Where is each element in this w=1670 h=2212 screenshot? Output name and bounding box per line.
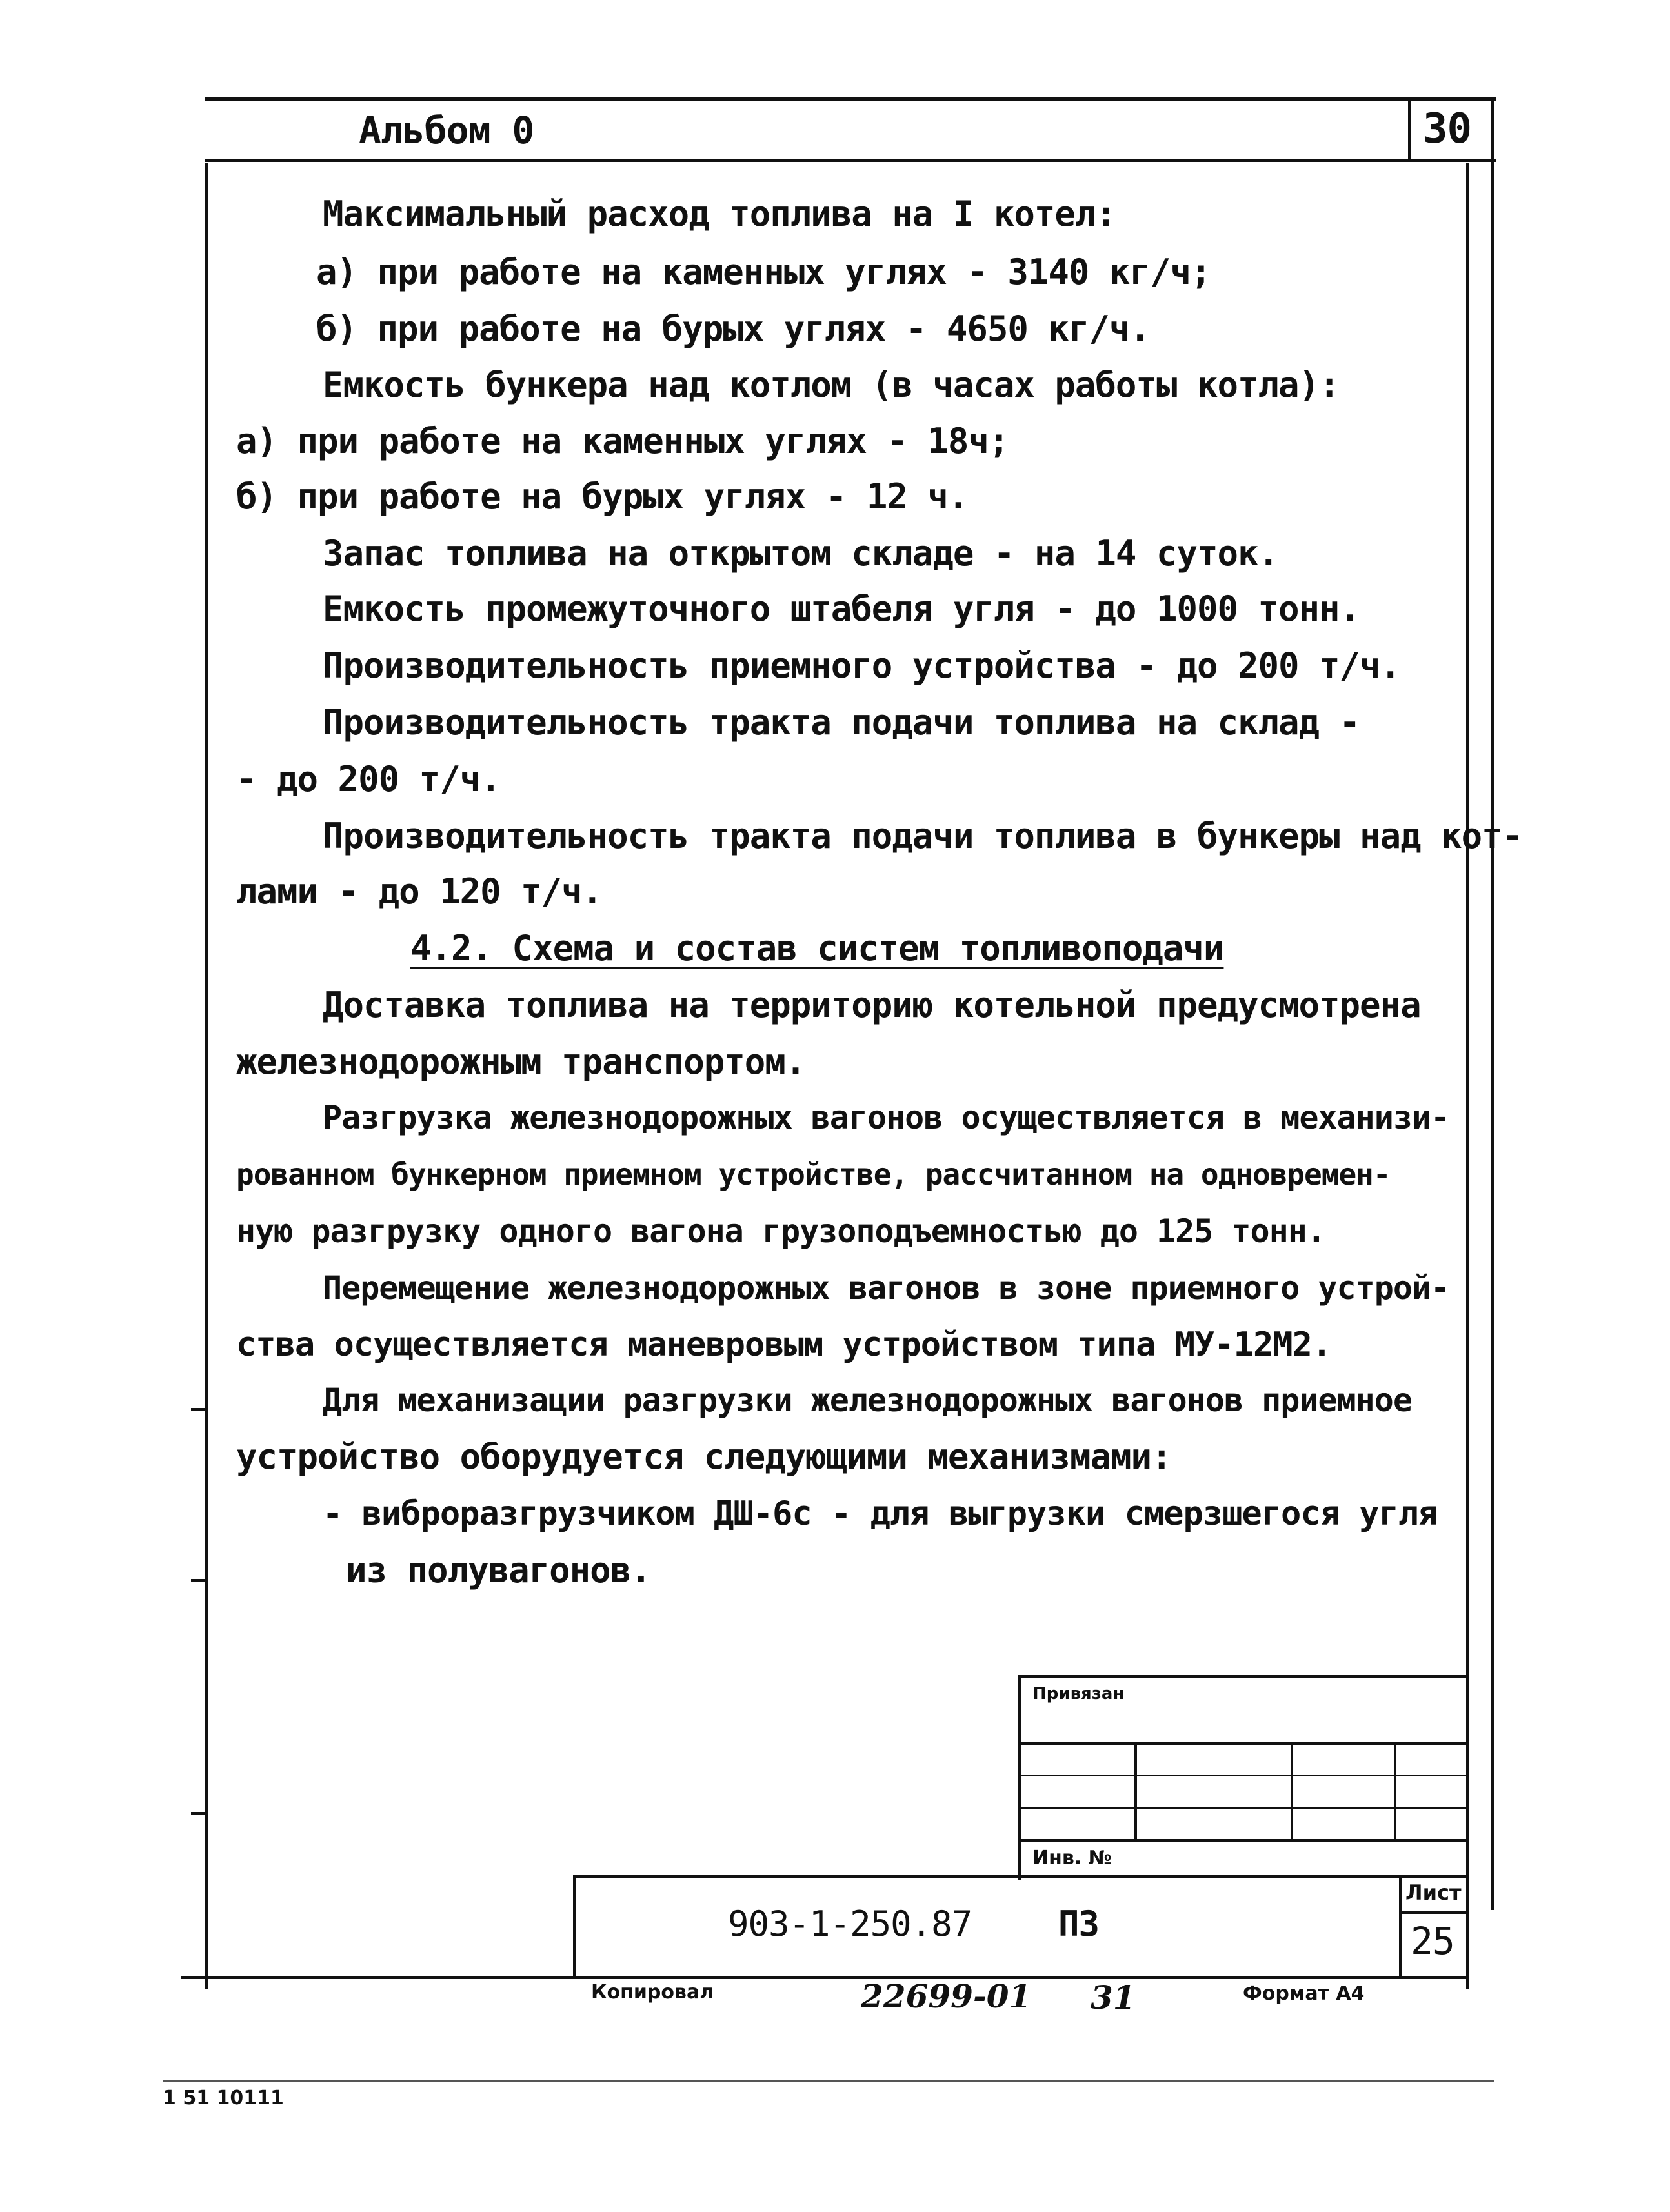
page-number: 30 — [1423, 105, 1472, 153]
inv-label: Инв. № — [1032, 1847, 1112, 1869]
body-line: рованном бункерном приемном устройстве, рассчитанном на одновремен- — [236, 1157, 1391, 1192]
body-line: Емкость бункера над котлом (в часах работы котла): — [323, 365, 1340, 405]
top-border — [205, 97, 1496, 101]
margin-tick — [191, 1579, 205, 1582]
body-line: а) при работе на каменных углях - 3140 кг/ч; — [316, 252, 1211, 292]
stamp-row-line — [1018, 1807, 1466, 1809]
body-line: Запас топлива на открытом складе - на 14 суток. — [323, 533, 1279, 574]
body-line: железнодорожным транспортом. — [236, 1041, 806, 1082]
stamp-col-line — [1394, 1742, 1396, 1839]
body-line: б) при работе на бурых углях - 12 ч. — [236, 476, 969, 517]
body-line: а) при работе на каменных углях - 18ч; — [236, 421, 1009, 461]
body-line: - виброразгрузчиком ДШ-6с - для выгрузки смерзшегося угля — [323, 1494, 1438, 1533]
body-line: Производительность приемного устройства - до 200 т/ч. — [323, 645, 1401, 686]
body-line: б) при работе на бурых углях - 4650 кг/ч. — [316, 308, 1150, 349]
section-heading: 4.2. Схема и состав систем топливоподачи — [410, 928, 1224, 969]
body-line: Емкость промежуточного штабеля угля - до 1000 тонн. — [323, 588, 1360, 629]
body-line: ную разгрузку одного вагона грузоподъемностью до 125 тонн. — [236, 1212, 1325, 1250]
body-line: из полувагонов. — [346, 1550, 651, 1591]
sheet-box-divider — [1399, 1911, 1469, 1914]
album-title: Альбом 0 — [359, 108, 534, 152]
body-line: Для механизации разгрузки железнодорожных вагонов приемное — [323, 1382, 1412, 1419]
stamp-top — [1018, 1675, 1466, 1678]
stamp-col-line — [1134, 1742, 1137, 1839]
page-number-box-left — [1408, 97, 1411, 161]
header-bottom-border — [205, 159, 1496, 162]
doc-type: ПЗ — [1058, 1904, 1100, 1944]
sheet-label: Лист — [1405, 1880, 1462, 1905]
privyazan-label: Привязан — [1032, 1684, 1125, 1704]
stamp-col-line — [1291, 1742, 1293, 1839]
format-label: Формат А4 — [1243, 1982, 1365, 2005]
sheet-number: 25 — [1411, 1919, 1454, 1963]
stamp-row-line — [1018, 1775, 1466, 1776]
left-frame-border — [205, 163, 208, 1989]
bottom-code: 1 51 10111 — [163, 2087, 284, 2109]
copied-label: Копировал — [591, 1981, 714, 2004]
body-line: ства осуществляется маневровым устройством типа МУ-12М2. — [236, 1325, 1332, 1364]
body-line: лами - до 120 т/ч. — [236, 871, 603, 912]
title-block-top — [573, 1875, 1469, 1878]
body-line: - до 200 т/ч. — [236, 759, 501, 799]
bottom-frame-border — [181, 1976, 1469, 1979]
body-line: Производительность тракта подачи топлива в бункеры над кот- — [323, 816, 1523, 856]
handwritten-code: 22699-01 — [861, 1977, 1032, 2015]
margin-tick — [191, 1812, 205, 1815]
body-line: устройство оборудуется следующими механизмами: — [236, 1436, 1172, 1477]
stamp-left — [1018, 1675, 1021, 1880]
bottom-rule — [163, 2080, 1494, 2082]
outer-right-border — [1491, 97, 1494, 1910]
body-line: Максимальный расход топлива на I котел: — [323, 194, 1116, 234]
body-line: Производительность тракта подачи топлива на склад - — [323, 702, 1360, 743]
stamp-row-line — [1018, 1742, 1466, 1745]
sheet-box-left — [1399, 1875, 1402, 1978]
margin-tick — [191, 1408, 205, 1411]
handwritten-number: 31 — [1091, 1978, 1136, 2016]
body-line: Перемещение железнодорожных вагонов в зоне приемного устрой- — [323, 1269, 1450, 1307]
stamp-row-line — [1018, 1839, 1466, 1842]
body-line: Разгрузка железнодорожных вагонов осуществляется в механизи- — [323, 1099, 1450, 1136]
doc-code: 903-1-250.87 — [728, 1904, 972, 1944]
right-frame-border — [1466, 163, 1469, 1989]
title-block-left — [573, 1875, 576, 1978]
body-line: Доставка топлива на территорию котельной предусмотрена — [323, 985, 1421, 1025]
